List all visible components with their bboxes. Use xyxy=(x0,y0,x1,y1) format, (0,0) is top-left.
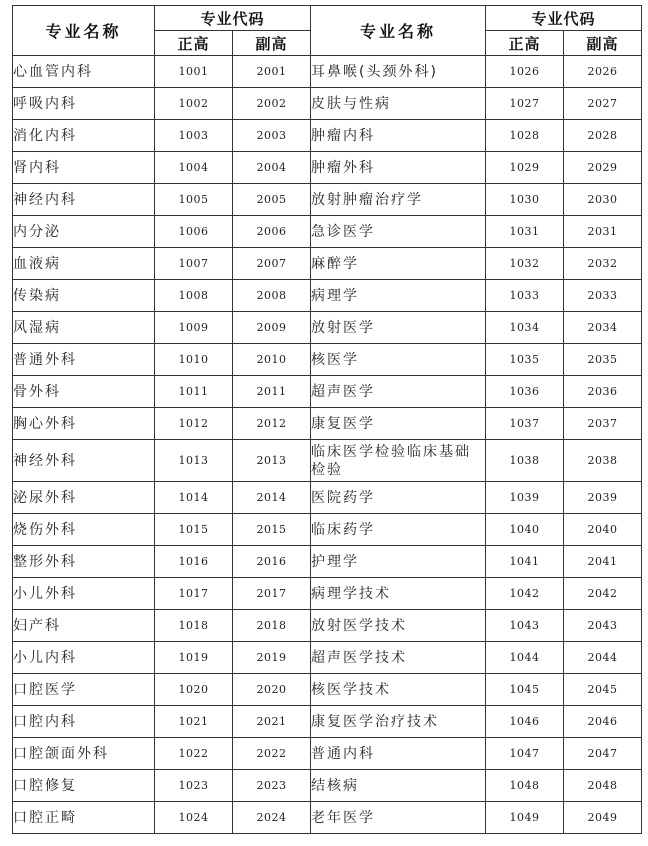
right-senior-code: 1049 xyxy=(486,802,564,834)
left-senior-code: 1001 xyxy=(155,56,233,88)
right-senior-code: 1029 xyxy=(486,152,564,184)
right-senior-code: 1045 xyxy=(486,674,564,706)
left-specialty-name: 妇产科 xyxy=(13,610,155,642)
left-associate-code: 2008 xyxy=(233,280,311,312)
right-senior-code: 1046 xyxy=(486,706,564,738)
left-associate-code: 2003 xyxy=(233,120,311,152)
table-row xyxy=(13,280,642,312)
left-associate-code: 2015 xyxy=(233,514,311,546)
left-specialty-name: 整形外科 xyxy=(13,546,155,578)
left-senior-code: 1022 xyxy=(155,738,233,770)
left-senior-code: 1002 xyxy=(155,88,233,120)
right-associate-code: 2043 xyxy=(564,610,642,642)
right-senior-header: 正高 xyxy=(486,31,564,56)
table-row xyxy=(13,248,642,280)
left-senior-code: 1014 xyxy=(155,482,233,514)
left-senior-code: 1019 xyxy=(155,642,233,674)
table-row xyxy=(13,514,642,546)
left-specialty-name: 小儿内科 xyxy=(13,642,155,674)
left-associate-code: 2009 xyxy=(233,312,311,344)
right-associate-code: 2035 xyxy=(564,344,642,376)
right-associate-code: 2033 xyxy=(564,280,642,312)
left-specialty-name: 普通外科 xyxy=(13,344,155,376)
left-specialty-name: 消化内科 xyxy=(13,120,155,152)
right-senior-code: 1047 xyxy=(486,738,564,770)
right-name-header: 专业名称 xyxy=(311,6,486,56)
left-senior-code: 1024 xyxy=(155,802,233,834)
right-senior-code: 1041 xyxy=(486,546,564,578)
table-row xyxy=(13,152,642,184)
left-associate-code: 2016 xyxy=(233,546,311,578)
right-specialty-name: 普通内科 xyxy=(311,738,486,770)
left-specialty-name: 口腔修复 xyxy=(13,770,155,802)
right-specialty-name: 超声医学 xyxy=(311,376,486,408)
right-senior-code: 1042 xyxy=(486,578,564,610)
left-name-header: 专业名称 xyxy=(13,6,155,56)
right-specialty-name: 放射肿瘤治疗学 xyxy=(311,184,486,216)
left-specialty-name: 心血管内科 xyxy=(13,56,155,88)
left-associate-code: 2017 xyxy=(233,578,311,610)
left-senior-code: 1011 xyxy=(155,376,233,408)
right-specialty-name: 病理学 xyxy=(311,280,486,312)
left-senior-code: 1020 xyxy=(155,674,233,706)
right-specialty-name: 耳鼻喉(头颈外科) xyxy=(311,56,486,88)
table-row xyxy=(13,546,642,578)
right-specialty-name: 急诊医学 xyxy=(311,216,486,248)
left-specialty-name: 传染病 xyxy=(13,280,155,312)
left-specialty-name: 口腔医学 xyxy=(13,674,155,706)
left-specialty-name: 口腔正畸 xyxy=(13,802,155,834)
table-row xyxy=(13,56,642,88)
right-associate-code: 2038 xyxy=(564,440,642,482)
right-specialty-name: 核医学技术 xyxy=(311,674,486,706)
right-specialty-name: 放射医学技术 xyxy=(311,610,486,642)
right-associate-code: 2045 xyxy=(564,674,642,706)
left-specialty-name: 呼吸内科 xyxy=(13,88,155,120)
table-row xyxy=(13,344,642,376)
right-associate-code: 2032 xyxy=(564,248,642,280)
table-row xyxy=(13,376,642,408)
left-specialty-name: 神经外科 xyxy=(13,440,155,482)
table-row xyxy=(13,802,642,834)
table-row xyxy=(13,88,642,120)
table-row xyxy=(13,706,642,738)
left-senior-code: 1015 xyxy=(155,514,233,546)
right-specialty-name: 核医学 xyxy=(311,344,486,376)
right-associate-code: 2046 xyxy=(564,706,642,738)
right-senior-code: 1048 xyxy=(486,770,564,802)
right-associate-code: 2027 xyxy=(564,88,642,120)
right-specialty-name: 肿瘤内科 xyxy=(311,120,486,152)
left-associate-code: 2022 xyxy=(233,738,311,770)
left-senior-code: 1010 xyxy=(155,344,233,376)
left-code-header: 专业代码 xyxy=(155,6,311,31)
right-associate-code: 2036 xyxy=(564,376,642,408)
right-specialty-name: 临床药学 xyxy=(311,514,486,546)
right-associate-code: 2037 xyxy=(564,408,642,440)
left-specialty-name: 口腔内科 xyxy=(13,706,155,738)
right-specialty-name: 老年医学 xyxy=(311,802,486,834)
left-associate-code: 2014 xyxy=(233,482,311,514)
left-associate-code: 2004 xyxy=(233,152,311,184)
table-row xyxy=(13,312,642,344)
left-senior-code: 1006 xyxy=(155,216,233,248)
table-row xyxy=(13,770,642,802)
left-specialty-name: 骨外科 xyxy=(13,376,155,408)
left-associate-code: 2024 xyxy=(233,802,311,834)
left-senior-code: 1017 xyxy=(155,578,233,610)
left-specialty-name: 血液病 xyxy=(13,248,155,280)
left-associate-code: 2006 xyxy=(233,216,311,248)
left-specialty-name: 小儿外科 xyxy=(13,578,155,610)
table-row xyxy=(13,184,642,216)
left-specialty-name: 口腔颌面外科 xyxy=(13,738,155,770)
right-associate-code: 2030 xyxy=(564,184,642,216)
right-code-header: 专业代码 xyxy=(486,6,642,31)
table-row xyxy=(13,642,642,674)
right-associate-code: 2039 xyxy=(564,482,642,514)
left-senior-code: 1009 xyxy=(155,312,233,344)
right-associate-header: 副高 xyxy=(564,31,642,56)
left-associate-code: 2013 xyxy=(233,440,311,482)
right-senior-code: 1044 xyxy=(486,642,564,674)
right-associate-code: 2034 xyxy=(564,312,642,344)
table-row xyxy=(13,440,642,482)
right-senior-code: 1035 xyxy=(486,344,564,376)
right-senior-code: 1026 xyxy=(486,56,564,88)
right-specialty-name: 放射医学 xyxy=(311,312,486,344)
left-associate-code: 2019 xyxy=(233,642,311,674)
right-senior-code: 1040 xyxy=(486,514,564,546)
right-associate-code: 2047 xyxy=(564,738,642,770)
right-associate-code: 2029 xyxy=(564,152,642,184)
left-associate-code: 2018 xyxy=(233,610,311,642)
right-associate-code: 2031 xyxy=(564,216,642,248)
right-associate-code: 2049 xyxy=(564,802,642,834)
right-senior-code: 1043 xyxy=(486,610,564,642)
left-senior-code: 1004 xyxy=(155,152,233,184)
right-associate-code: 2040 xyxy=(564,514,642,546)
left-senior-code: 1013 xyxy=(155,440,233,482)
right-specialty-name: 超声医学技术 xyxy=(311,642,486,674)
right-specialty-name: 医院药学 xyxy=(311,482,486,514)
left-senior-code: 1018 xyxy=(155,610,233,642)
left-specialty-name: 胸心外科 xyxy=(13,408,155,440)
right-senior-code: 1032 xyxy=(486,248,564,280)
left-senior-code: 1008 xyxy=(155,280,233,312)
table-header xyxy=(13,6,642,56)
left-associate-code: 2011 xyxy=(233,376,311,408)
left-senior-code: 1012 xyxy=(155,408,233,440)
left-associate-code: 2001 xyxy=(233,56,311,88)
left-senior-code: 1023 xyxy=(155,770,233,802)
left-associate-code: 2012 xyxy=(233,408,311,440)
left-senior-code: 1021 xyxy=(155,706,233,738)
left-associate-code: 2002 xyxy=(233,88,311,120)
right-specialty-name: 皮肤与性病 xyxy=(311,88,486,120)
right-specialty-name: 肿瘤外科 xyxy=(311,152,486,184)
table-row xyxy=(13,578,642,610)
right-specialty-name: 康复医学 xyxy=(311,408,486,440)
specialty-code-sheet xyxy=(12,5,641,834)
left-associate-code: 2020 xyxy=(233,674,311,706)
right-senior-code: 1030 xyxy=(486,184,564,216)
right-specialty-name: 临床医学检验临床基础检验 xyxy=(311,440,486,482)
left-specialty-name: 内分泌 xyxy=(13,216,155,248)
right-senior-code: 1027 xyxy=(486,88,564,120)
right-senior-code: 1031 xyxy=(486,216,564,248)
left-senior-code: 1005 xyxy=(155,184,233,216)
right-senior-code: 1036 xyxy=(486,376,564,408)
left-senior-code: 1007 xyxy=(155,248,233,280)
specialty-code-table xyxy=(12,5,642,834)
left-specialty-name: 风湿病 xyxy=(13,312,155,344)
left-associate-code: 2023 xyxy=(233,770,311,802)
right-associate-code: 2042 xyxy=(564,578,642,610)
right-associate-code: 2026 xyxy=(564,56,642,88)
right-senior-code: 1037 xyxy=(486,408,564,440)
left-specialty-name: 肾内科 xyxy=(13,152,155,184)
left-specialty-name: 烧伤外科 xyxy=(13,514,155,546)
left-associate-header: 副高 xyxy=(233,31,311,56)
table-row xyxy=(13,216,642,248)
right-senior-code: 1038 xyxy=(486,440,564,482)
right-associate-code: 2028 xyxy=(564,120,642,152)
right-senior-code: 1034 xyxy=(486,312,564,344)
table-row xyxy=(13,408,642,440)
table-row xyxy=(13,120,642,152)
left-associate-code: 2005 xyxy=(233,184,311,216)
right-specialty-name: 麻醉学 xyxy=(311,248,486,280)
left-specialty-name: 泌尿外科 xyxy=(13,482,155,514)
right-associate-code: 2041 xyxy=(564,546,642,578)
right-specialty-name: 护理学 xyxy=(311,546,486,578)
right-specialty-name: 康复医学治疗技术 xyxy=(311,706,486,738)
right-specialty-name: 病理学技术 xyxy=(311,578,486,610)
left-specialty-name: 神经内科 xyxy=(13,184,155,216)
left-associate-code: 2007 xyxy=(233,248,311,280)
right-senior-code: 1033 xyxy=(486,280,564,312)
right-specialty-name: 结核病 xyxy=(311,770,486,802)
right-senior-code: 1028 xyxy=(486,120,564,152)
table-row xyxy=(13,482,642,514)
left-senior-code: 1016 xyxy=(155,546,233,578)
table-body xyxy=(13,56,642,834)
table-row xyxy=(13,610,642,642)
table-row xyxy=(13,738,642,770)
left-associate-code: 2021 xyxy=(233,706,311,738)
right-associate-code: 2048 xyxy=(564,770,642,802)
right-senior-code: 1039 xyxy=(486,482,564,514)
left-senior-code: 1003 xyxy=(155,120,233,152)
right-associate-code: 2044 xyxy=(564,642,642,674)
table-row xyxy=(13,674,642,706)
left-associate-code: 2010 xyxy=(233,344,311,376)
left-senior-header: 正高 xyxy=(155,31,233,56)
